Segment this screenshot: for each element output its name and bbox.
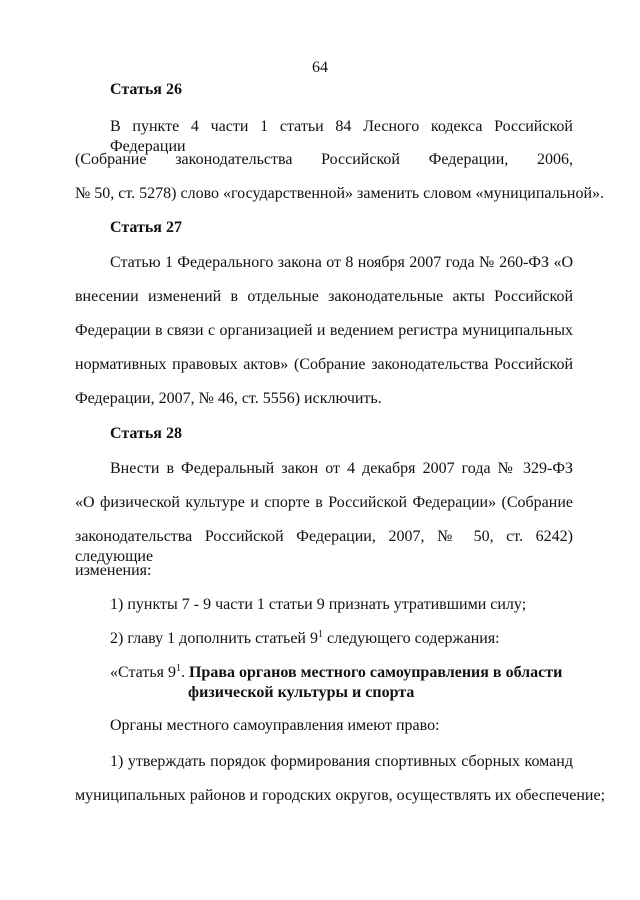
- article-28-item-2: [110, 629, 573, 649]
- new-article-title-line-2: физической культуры и спорта: [188, 684, 415, 701]
- new-article-dot: .: [180, 664, 189, 681]
- item-2-superscript: 1: [318, 629, 323, 640]
- article-28-line-3: законодательства Российской Федерации, 2007, № 50, ст. 6242) следующие: [75, 528, 573, 565]
- new-article-superscript: 1: [175, 663, 181, 674]
- article-28-heading: Статья 28: [110, 425, 182, 442]
- article-26-line-2: (Собрание законодательства Российской Федерации, 2006,: [75, 151, 573, 168]
- article-26-line-3: № 50, ст. 5278) слово «государственной» заменить словом «муниципальной».: [75, 185, 605, 202]
- article-28-line-4: изменения:: [75, 562, 152, 579]
- article-28-line-1: Внести в Федеральный закон от 4 декабря 2007 года № 329-ФЗ: [110, 460, 573, 477]
- article-26-line-1: В пункте 4 части 1 статьи 84 Лесного кодекса Российской Федерации: [110, 118, 573, 155]
- article-27-line-3: Федерации в связи с организацией и ведением регистра муниципальных: [75, 322, 573, 339]
- new-article-prefix: «Статья 9: [110, 664, 176, 681]
- article-28-item-1: 1) пункты 7 - 9 части 1 статьи 9 признать утратившими силу;: [110, 596, 527, 613]
- article-27-heading: Статья 27: [110, 219, 182, 236]
- rights-intro: Органы местного самоуправления имеют право:: [110, 717, 440, 734]
- article-27-line-1: Статью 1 Федерального закона от 8 ноября 2007 года № 260-ФЗ «О: [110, 254, 573, 271]
- article-27-line-5: Федерации, 2007, № 46, ст. 5556) исключить.: [75, 390, 382, 407]
- new-article-title-line-1: Права органов местного самоуправления в области: [188, 664, 563, 681]
- article-26-heading: Статья 26: [110, 81, 182, 98]
- item-2-suffix: следующего содержания:: [323, 630, 500, 647]
- new-article-title: [110, 663, 562, 683]
- right-1-line-1: 1) утверждать порядок формирования спортивных сборных команд: [110, 753, 573, 770]
- item-2-prefix: 2) главу 1 дополнить статьей 9: [110, 630, 318, 647]
- article-28-line-2: «О физической культуре и спорте в Российской Федерации» (Собрание: [75, 494, 573, 511]
- right-1-line-2: муниципальных районов и городских округов, осуществлять их обеспечение;: [75, 787, 606, 804]
- page-number: 64: [312, 59, 328, 76]
- article-27-line-4: нормативных правовых актов» (Собрание законодательства Российской: [75, 356, 573, 373]
- article-27-line-2: внесении изменений в отдельные законодательные акты Российской: [75, 288, 573, 305]
